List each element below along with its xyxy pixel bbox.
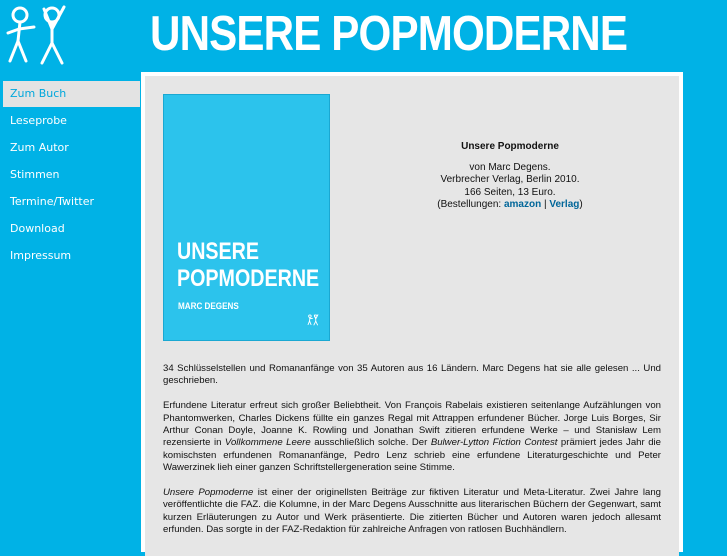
order-line [340,199,680,212]
book-reference: Unsere Popmoderne [163,487,253,498]
book-title: Unsere Popmoderne [340,141,680,154]
verlag-link[interactable]: Verlag [549,199,579,210]
paragraph-erfundene-literatur [163,400,661,474]
book-publisher: Verbrecher Verlag, Berlin 2010. [340,174,680,187]
cover-title-line-1: UNSERE [177,238,319,265]
order-suffix: ) [579,199,582,210]
text-segment: Erfundene Literatur erfreut sich großer Beliebtheit. Von François Rabelais existieren seitenlange Aufzählungen von Phantomwerken, Charles Dickens füllte ein ganzes Regal mit Attrappen erfundener Bücher. Jorge Luis Borges, Sir Arthur Conan Doyle, Joanne K. Rowling und Jonathan Swift zitieren erfundene Werke – und Stanisław Lem rezensierte in [163,400,661,448]
sidebar-nav [3,81,140,270]
nav-item-download[interactable]: Download [3,216,140,242]
book-details: 166 Seiten, 13 Euro. [340,187,680,200]
stick-figures-icon[interactable] [4,3,70,69]
description [163,363,661,549]
nav-item-zum-buch[interactable]: Zum Buch [3,81,140,107]
right-margin [683,72,727,552]
paragraph-intro: 34 Schlüsselstellen und Romananfänge von 35 Autoren aus 16 Ländern. Marc Degens hat sie alle gelesen ... Und geschrieben. [163,363,661,388]
site-title: UNSERE POPMODERNE [150,8,627,60]
paragraph-popmoderne [163,487,661,537]
book-author: von Marc Degens. [340,162,680,175]
header [0,0,727,72]
nav-item-leseprobe[interactable]: Leseprobe [3,108,140,134]
nav-item-termine-twitter[interactable]: Termine/Twitter [3,189,140,215]
text-segment: ist einer der originellsten Beiträge zur fiktiven Literatur und Meta-Literatur. Zwei Jahre lang veröffentlichte die FAZ. die Kolumne, in der Marc Degens Ausschnitte aus literarischen Büchern der Gegenwart, samt kurzen Erläuterungen zu Autor und Werk präsentierte. Die zitierten Bücher und Autoren waren jedoch allesamt erfunden. Das sorgte in der FAZ-Redaktion für zahlreiche Anfragen von ratlosen Buchhändlern. [163,487,661,535]
amazon-link[interactable]: amazon [504,199,541,210]
book-cover [163,94,330,341]
order-prefix: (Bestellungen: [437,199,504,210]
nav-item-zum-autor[interactable]: Zum Autor [3,135,140,161]
stick-figures-icon [307,314,319,326]
book-reference: Vollkommene Leere [225,437,311,448]
book-info [340,141,680,212]
order-separator: | [541,199,549,210]
cover-title-line-2: POPMODERNE [177,265,319,292]
cover-title [177,238,319,292]
cover-author: MARC DEGENS [178,301,239,311]
nav-item-stimmen[interactable]: Stimmen [3,162,140,188]
text-segment: ausschließlich solche. Der [311,437,431,448]
nav-item-impressum[interactable]: Impressum [3,243,140,269]
text-segment: prämiert jedes Jahr die komischsten erfundenen Romananfänge, Pedro Lenz schrieb eine erfundene Literaturgeschichte und Peter Wawerzinek lieh einer ganzen Schriftstellergeneration seine Stimme. [163,437,661,473]
contest-reference: Bulwer-Lytton Fiction Contest [431,437,558,448]
